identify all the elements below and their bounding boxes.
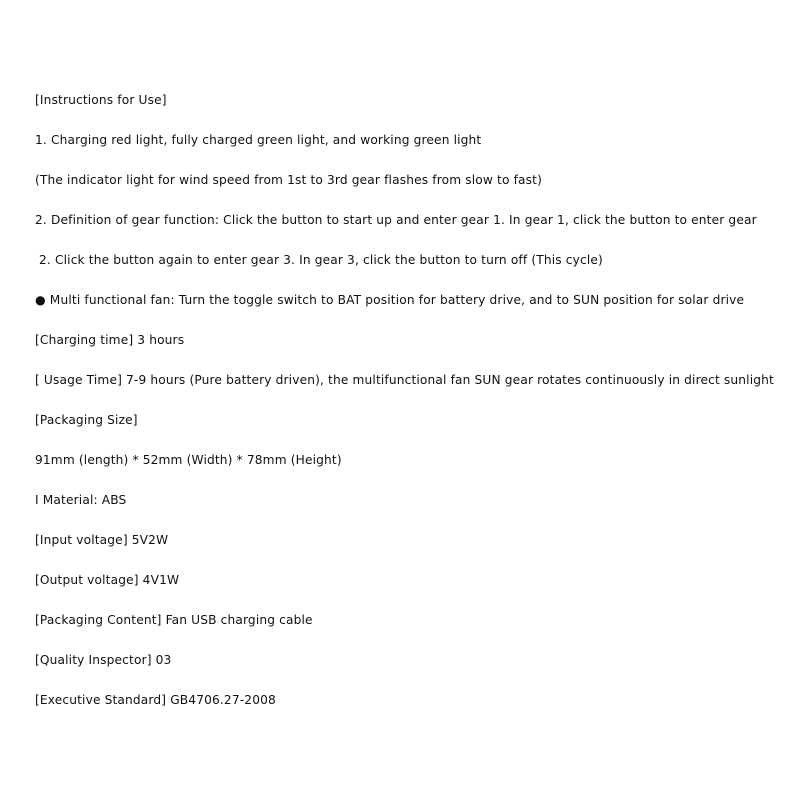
spec-usage-time: [ Usage Time] 7-9 hours (Pure battery driven), the multifunctional fan SUN gear rotates continuously in direct sunlight xyxy=(35,373,774,387)
spec-packaging-content: [Packaging Content] Fan USB charging cable xyxy=(35,613,313,627)
instruction-charging-lights: 1. Charging red light, fully charged green light, and working green light xyxy=(35,133,482,147)
spec-output-voltage: [Output voltage] 4V1W xyxy=(35,573,180,587)
product-instructions xyxy=(35,90,795,730)
spec-charging-time: [Charging time] 3 hours xyxy=(35,333,185,347)
spec-dimensions: 91mm (length) * 52mm (Width) * 78mm (Height) xyxy=(35,453,342,467)
spec-material: I Material: ABS xyxy=(35,493,127,507)
instruction-indicator-light: (The indicator light for wind speed from 1st to 3rd gear flashes from slow to fast) xyxy=(35,173,542,187)
instruction-gear-function-continued: 2. Click the button again to enter gear 3. In gear 3, click the button to turn off (This cycle) xyxy=(35,253,603,267)
heading-packaging-size: [Packaging Size] xyxy=(35,413,138,427)
spec-quality-inspector: [Quality Inspector] 03 xyxy=(35,653,172,667)
instruction-multi-functional-fan: ● Multi functional fan: Turn the toggle switch to BAT position for battery drive, and to SUN position for solar drive xyxy=(35,293,745,307)
spec-executive-standard: [Executive Standard] GB4706.27-2008 xyxy=(35,693,276,707)
spec-input-voltage: [Input voltage] 5V2W xyxy=(35,533,169,547)
heading-instructions-for-use: [Instructions for Use] xyxy=(35,93,167,107)
instruction-gear-function: 2. Definition of gear function: Click the button to start up and enter gear 1. In gear 1, click the button to enter gear xyxy=(35,213,757,227)
